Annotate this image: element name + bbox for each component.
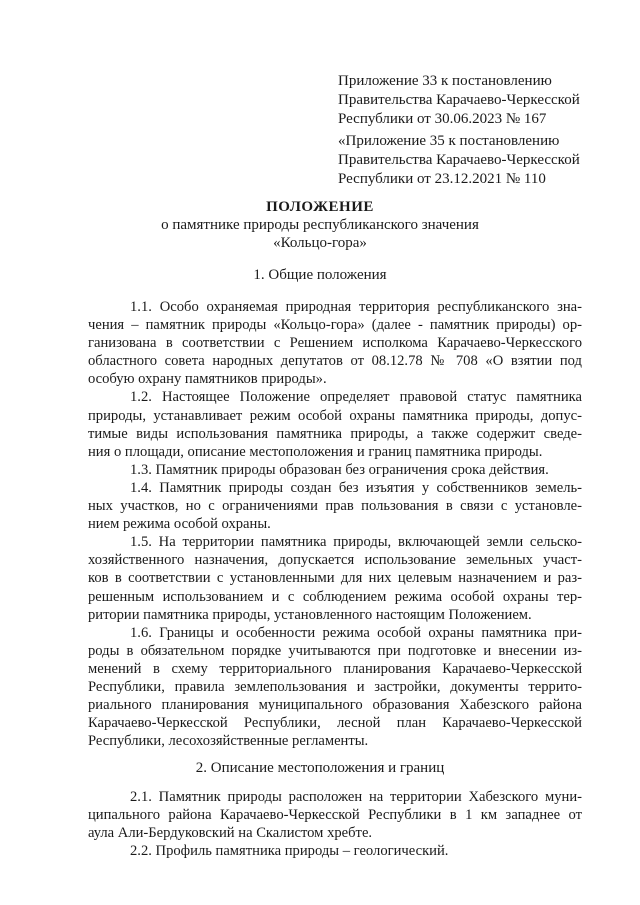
section-2-heading: 2. Описание местоположения и границ	[195, 760, 445, 776]
paragraph-line: 2.2. Профиль памятника природы – геологический.	[130, 843, 449, 860]
paragraph-line: Республики, лесохозяйственные регламенты.	[88, 733, 369, 750]
section-2-body	[88, 788, 582, 860]
appendix-current-line: Республики от 30.06.2023 № 167	[338, 111, 547, 127]
document-subtitle-line: «Кольцо-гора»	[273, 235, 367, 251]
paragraph-line: роды в обязательном порядке учитываются при подготовке и внесении из-	[88, 642, 582, 659]
paragraph-line: тимые виды использования памятника природы, а также содержит сведе-	[88, 425, 582, 442]
document-title: ПОЛОЖЕНИЕ	[266, 199, 374, 215]
paragraph-line: ния о площади, описание местоположения и границ памятника природы.	[88, 443, 543, 460]
paragraph-line: менений в схему территориального планирования Карачаево-Черкесской	[88, 660, 582, 677]
paragraph-line: областного совета народных депутатов от 08.12.78 № 708 «О взятии под	[88, 353, 582, 370]
document-title-block	[0, 198, 640, 252]
paragraph-line: ритории памятника природы, установленного настоящим Положением.	[88, 606, 532, 623]
paragraph-line: чения – памятник природы «Кольцо-гора» (далее - памятник природы) ор-	[88, 317, 582, 334]
section-1-body	[88, 298, 582, 750]
paragraph-line: риального планирования муниципального образования Хабезского района	[88, 697, 582, 714]
appendix-previous-line: Правительства Карачаево-Черкесской	[338, 152, 580, 168]
section-1-heading: 1. Общие положения	[253, 267, 387, 283]
appendix-current-line: Приложение 33 к постановлению	[338, 73, 552, 89]
paragraph-line: аула Али-Бердуковский на Скалистом хребте.	[88, 825, 373, 842]
paragraph-line: 2.1. Памятник природы расположен на территории Хабезского муни-	[130, 789, 582, 805]
paragraph-line: 1.3. Памятник природы образован без ограничения срока действия.	[130, 461, 549, 478]
paragraph-line: ков в соответствии с установленными для них целевым назначением и раз-	[88, 570, 582, 587]
appendix-previous-line: Республики от 23.12.2021 № 110	[338, 171, 546, 187]
appendix-current-reference	[338, 72, 618, 129]
paragraph-line: 1.2. Настоящее Положение определяет правовой статус памятника	[130, 389, 582, 406]
document-subtitle-line: о памятнике природы республиканского значения	[161, 217, 479, 233]
paragraph-line: ных участков, но с ограничениями прав пользования в связи с установле-	[88, 498, 582, 515]
paragraph-line: 1.1. Особо охраняемая природная территория республиканского зна-	[130, 299, 582, 315]
paragraph-line: особую охрану памятников природы».	[88, 371, 327, 388]
paragraph-line: Карачаево-Черкесской Республики, лесной план Карачаево-Черкесской	[88, 715, 582, 732]
appendix-previous-line: «Приложение 35 к постановлению	[338, 133, 560, 149]
appendix-previous-reference	[338, 132, 618, 189]
paragraph-line: ципального района Карачаево-Черкесской Республики в 1 км западнее от	[88, 807, 582, 824]
paragraph-line: Республики, правила землепользования и застройки, документы террито-	[88, 678, 582, 695]
paragraph-line: хозяйственного назначения, допускается использование земельных участ-	[88, 552, 582, 569]
paragraph-line: 1.4. Памятник природы создан без изъятия у собственников земель-	[130, 479, 582, 496]
paragraph-line: нием режима особой охраны.	[88, 516, 271, 533]
paragraph-line: ганизована в соответствии с Решением исполкома Карачаево-Черкесского	[88, 335, 582, 352]
paragraph-line: решенным использованием и с соблюдением режима особой охраны тер-	[88, 588, 582, 605]
paragraph-line: природы, устанавливает режим особой охраны памятника природы, допус-	[88, 407, 582, 424]
paragraph-line: 1.5. На территории памятника природы, включающей земли сельско-	[130, 534, 582, 551]
paragraph-line: 1.6. Границы и особенности режима особой охраны памятника при-	[130, 624, 582, 641]
appendix-current-line: Правительства Карачаево-Черкесской	[338, 92, 580, 108]
